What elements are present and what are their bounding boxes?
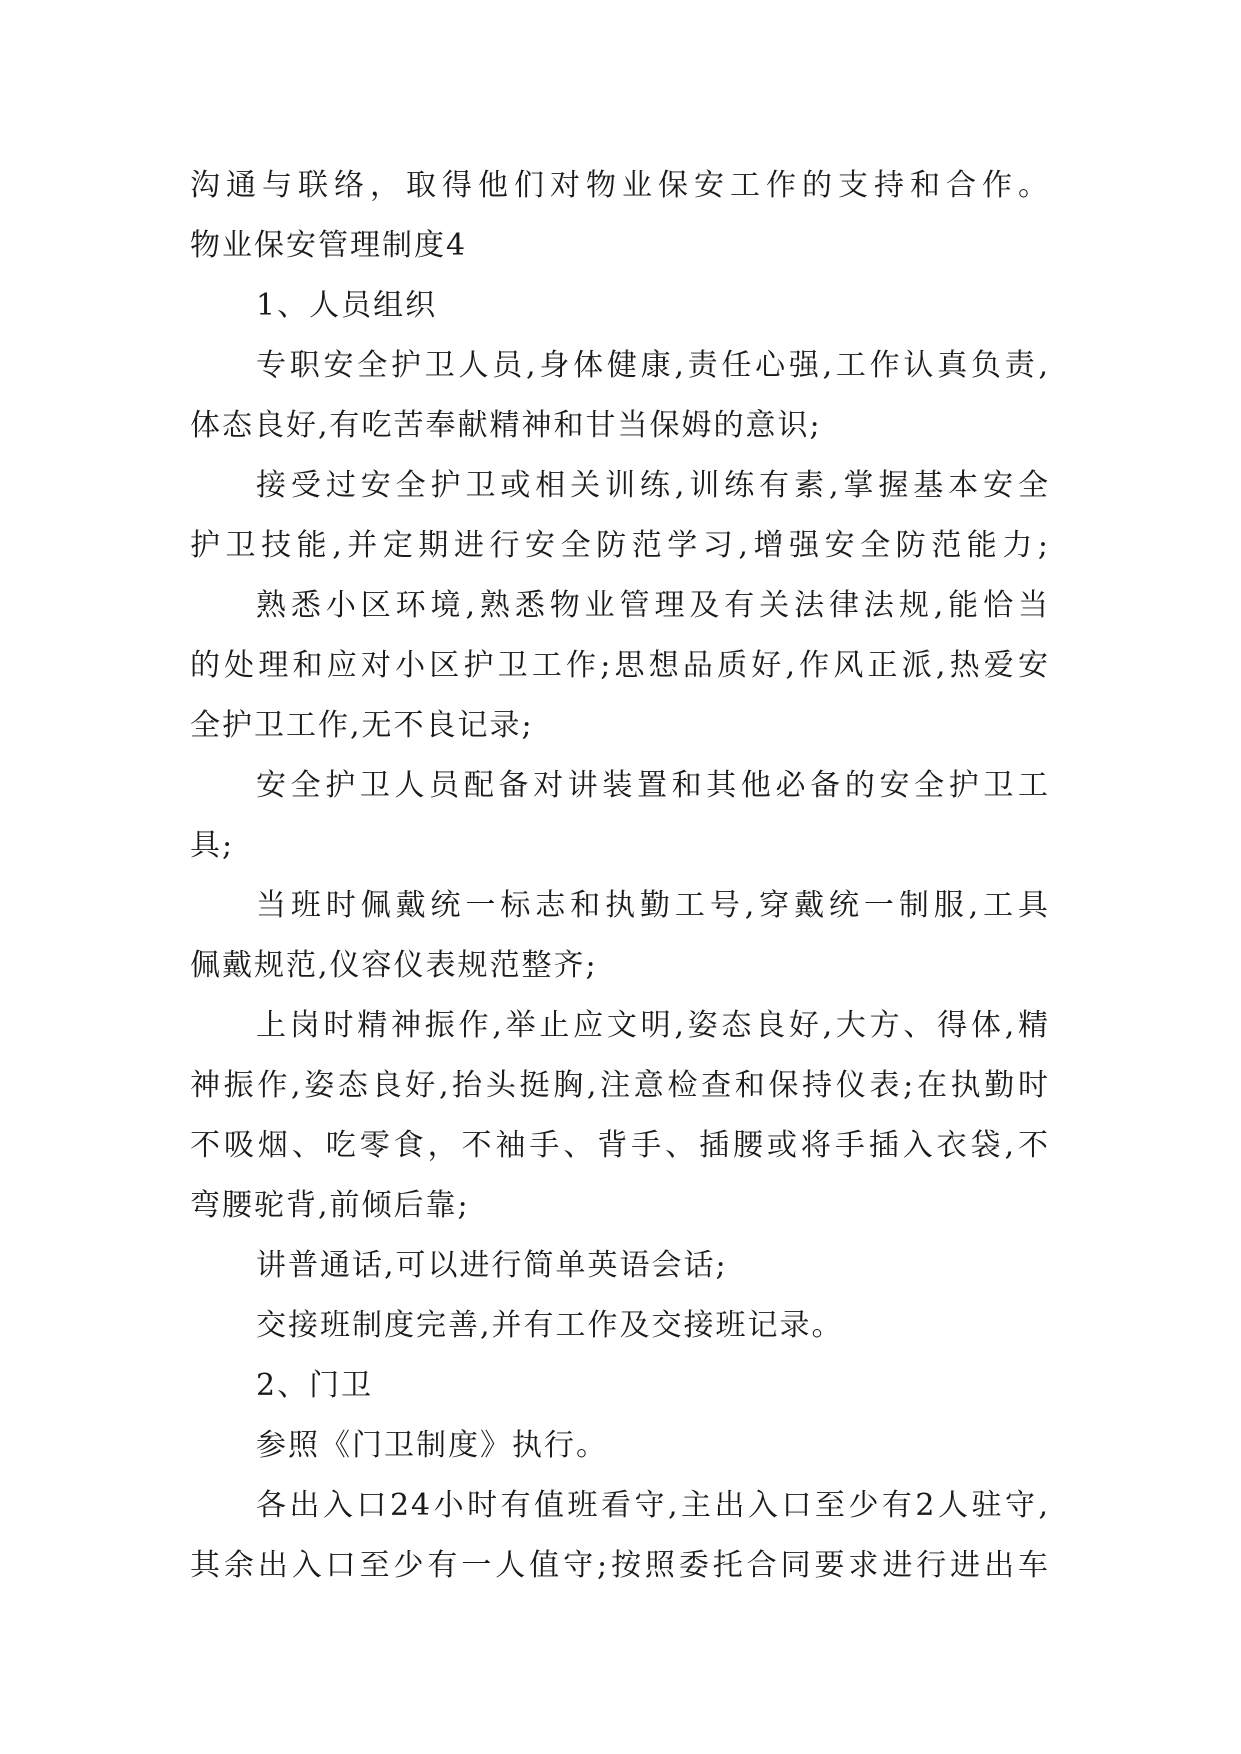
text-line: 的处理和应对小区护卫工作;思想品质好,作风正派,热爱安	[190, 648, 1050, 683]
text-line: 沟通与联络，取得他们对物业保安工作的支持和合作。	[190, 168, 1050, 203]
subsection-heading: 1、人员组织	[256, 288, 438, 323]
text-line: 其余出入口至少有一人值守;按照委托合同要求进行进出车	[190, 1548, 1050, 1583]
section-heading: 物业保安管理制度4	[190, 228, 468, 263]
text-line: 神振作,姿态良好,抬头挺胸,注意检查和保持仪表;在执勤时	[190, 1068, 1050, 1103]
text-line: 讲普通话,可以进行简单英语会话;	[256, 1248, 728, 1283]
text-line: 交接班制度完善,并有工作及交接班记录。	[256, 1308, 844, 1343]
text-line: 具;	[190, 828, 235, 863]
text-line: 当班时佩戴统一标志和执勤工号,穿戴统一制服,工具	[256, 888, 1050, 923]
text-line: 体态良好,有吃苦奉献精神和甘当保姆的意识;	[190, 408, 822, 443]
text-line: 安全护卫人员配备对讲装置和其他必备的安全护卫工	[256, 768, 1050, 803]
text-line: 各出入口24小时有值班看守,主出入口至少有2人驻守,	[256, 1488, 1050, 1523]
document-body	[190, 156, 1050, 1596]
text-line: 上岗时精神振作,举止应文明,姿态良好,大方、得体,精	[256, 1008, 1050, 1043]
text-line: 佩戴规范,仪容仪表规范整齐;	[190, 948, 598, 983]
text-line: 护卫技能,并定期进行安全防范学习,增强安全防范能力;	[190, 528, 1050, 563]
text-line: 熟悉小区环境,熟悉物业管理及有关法律法规,能恰当	[256, 588, 1050, 623]
text-line: 接受过安全护卫或相关训练,训练有素,掌握基本安全	[256, 468, 1050, 503]
text-line: 全护卫工作,无不良记录;	[190, 708, 534, 743]
text-line: 专职安全护卫人员,身体健康,责任心强,工作认真负责,	[256, 348, 1050, 383]
text-line: 参照《门卫制度》执行。	[256, 1428, 608, 1463]
text-line: 弯腰驼背,前倾后靠;	[190, 1188, 470, 1223]
subsection-heading: 2、门卫	[256, 1368, 374, 1403]
text-line: 不吸烟、吃零食，不袖手、背手、插腰或将手插入衣袋,不	[190, 1128, 1050, 1163]
